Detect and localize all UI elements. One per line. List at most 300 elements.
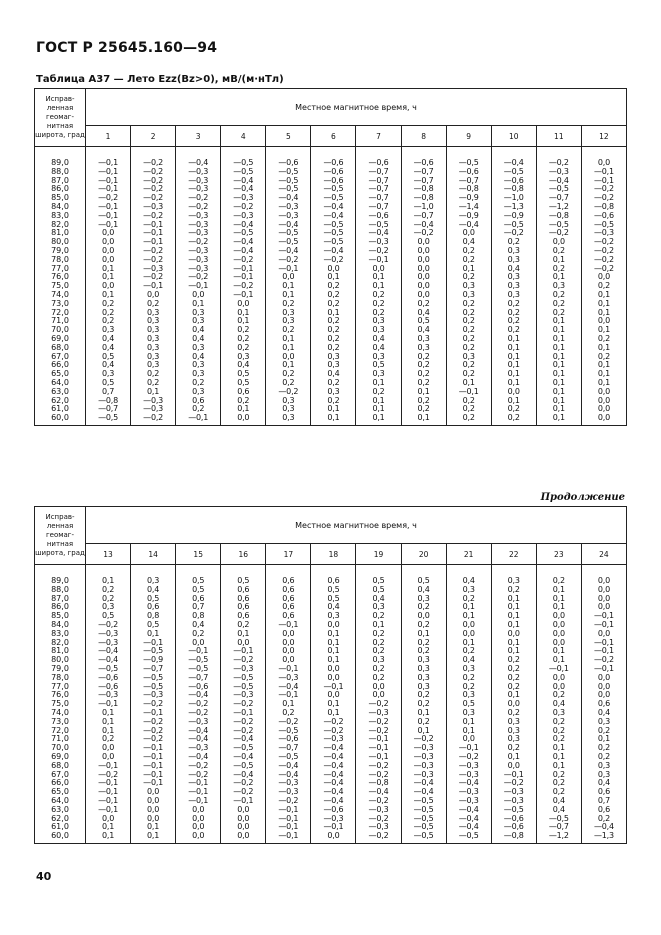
value-cell: 0,0 <box>401 612 446 621</box>
value-cell: —0,2 <box>131 185 176 194</box>
value-cell: —0,3 <box>356 238 401 247</box>
value-cell: —0,5 <box>581 221 626 230</box>
value-cell: —0,7 <box>356 168 401 177</box>
value-cell: —0,8 <box>356 779 401 788</box>
hour-column-header: 21 <box>446 544 491 565</box>
value-cell: 0,3 <box>356 370 401 379</box>
value-cell: —0,4 <box>401 779 446 788</box>
value-cell: —0,5 <box>401 832 446 843</box>
value-cell: —0,2 <box>221 788 266 797</box>
value-cell: 0,1 <box>536 317 581 326</box>
value-cell: —0,1 <box>356 735 401 744</box>
value-cell: —0,1 <box>131 771 176 780</box>
value-cell: 0,1 <box>491 639 536 648</box>
value-cell: —0,1 <box>266 621 311 630</box>
value-cell: —0,8 <box>536 212 581 221</box>
value-cell: 0,4 <box>176 335 221 344</box>
value-cell: 0,2 <box>536 727 581 736</box>
value-cell: —0,3 <box>446 762 491 771</box>
value-cell: —0,4 <box>491 147 536 168</box>
value-cell: —0,2 <box>221 656 266 665</box>
value-cell: 0,0 <box>311 674 356 683</box>
value-cell: —0,3 <box>401 744 446 753</box>
value-cell: 0,2 <box>446 326 491 335</box>
value-cell: —0,2 <box>356 797 401 806</box>
value-cell: 0,1 <box>581 370 626 379</box>
value-cell: 0,3 <box>266 405 311 414</box>
value-cell: 0,1 <box>536 361 581 370</box>
latitude-cell: 79,0 <box>35 247 86 256</box>
value-cell: 0,1 <box>536 647 581 656</box>
value-cell: 0,3 <box>491 282 536 291</box>
value-cell: —0,6 <box>491 815 536 824</box>
value-cell: 0,3 <box>266 397 311 406</box>
value-cell: 0,2 <box>536 265 581 274</box>
value-cell: 0,2 <box>581 335 626 344</box>
value-cell: 0,3 <box>176 317 221 326</box>
value-cell: 0,2 <box>311 335 356 344</box>
value-cell: 0,1 <box>311 639 356 648</box>
value-cell: —0,2 <box>266 797 311 806</box>
value-cell: 0,0 <box>581 273 626 282</box>
value-cell: —0,1 <box>446 388 491 397</box>
value-cell: 0,1 <box>491 397 536 406</box>
value-cell: 0,5 <box>131 595 176 604</box>
value-cell: —0,5 <box>176 665 221 674</box>
value-cell: 0,2 <box>86 300 131 309</box>
value-cell: 0,5 <box>356 361 401 370</box>
value-cell: 0,3 <box>446 665 491 674</box>
value-cell: 0,0 <box>86 815 131 824</box>
value-cell: 0,3 <box>86 370 131 379</box>
value-cell: —0,5 <box>266 727 311 736</box>
value-cell: —0,5 <box>401 797 446 806</box>
value-cell: 0,1 <box>581 291 626 300</box>
value-cell: 0,1 <box>266 335 311 344</box>
value-cell: 0,7 <box>581 797 626 806</box>
value-cell: 0,2 <box>446 335 491 344</box>
value-cell: 0,3 <box>401 344 446 353</box>
value-cell: 0,1 <box>446 727 491 736</box>
value-cell: —0,4 <box>221 221 266 230</box>
value-cell: —0,4 <box>311 753 356 762</box>
value-cell: 0,1 <box>356 414 401 425</box>
value-cell: 0,2 <box>581 282 626 291</box>
value-cell: 0,4 <box>401 326 446 335</box>
value-cell: 0,0 <box>536 683 581 692</box>
value-cell: 0,5 <box>176 565 221 586</box>
value-cell: —0,4 <box>266 762 311 771</box>
hour-column-header: 20 <box>401 544 446 565</box>
value-cell: —0,5 <box>536 815 581 824</box>
value-cell: —0,4 <box>311 212 356 221</box>
value-cell: 0,1 <box>491 344 536 353</box>
value-cell: —0,5 <box>221 229 266 238</box>
value-cell: 0,1 <box>491 753 536 762</box>
value-cell: 0,3 <box>446 709 491 718</box>
value-cell: 0,2 <box>86 595 131 604</box>
value-cell: 0,4 <box>176 621 221 630</box>
value-cell: —0,2 <box>131 256 176 265</box>
value-cell: —0,1 <box>266 832 311 843</box>
value-cell: 0,2 <box>581 727 626 736</box>
value-cell: —0,5 <box>266 168 311 177</box>
value-cell: —0,5 <box>266 753 311 762</box>
value-cell: —0,5 <box>266 229 311 238</box>
value-cell: 0,1 <box>491 595 536 604</box>
value-cell: —0,7 <box>131 665 176 674</box>
value-cell: —0,3 <box>131 203 176 212</box>
value-cell: —0,3 <box>131 265 176 274</box>
value-cell: —0,1 <box>221 709 266 718</box>
value-cell: —0,3 <box>446 771 491 780</box>
value-cell: —0,1 <box>86 788 131 797</box>
value-cell: 0,2 <box>446 256 491 265</box>
value-cell: —0,2 <box>446 753 491 762</box>
value-cell: —0,5 <box>131 674 176 683</box>
value-cell: —0,3 <box>86 639 131 648</box>
value-cell: 0,1 <box>536 335 581 344</box>
value-cell: 0,4 <box>356 344 401 353</box>
value-cell: —0,5 <box>401 806 446 815</box>
latitude-cell: 86,0 <box>35 185 86 194</box>
value-cell: 0,2 <box>446 317 491 326</box>
value-cell: —0,6 <box>491 177 536 186</box>
value-cell: —0,5 <box>176 656 221 665</box>
latitude-cell: 72,0 <box>35 309 86 318</box>
latitude-cell: 71,0 <box>35 317 86 326</box>
value-cell: —0,6 <box>266 147 311 168</box>
value-cell: 0,3 <box>176 388 221 397</box>
latitude-cell: 67,0 <box>35 353 86 362</box>
latitude-cell: 73,0 <box>35 718 86 727</box>
value-cell: 0,0 <box>86 238 131 247</box>
value-cell: —0,1 <box>86 221 131 230</box>
value-cell: 0,6 <box>266 586 311 595</box>
value-cell: 0,2 <box>536 309 581 318</box>
value-cell: —0,1 <box>491 771 536 780</box>
latitude-cell: 81,0 <box>35 229 86 238</box>
latitude-cell: 74,0 <box>35 709 86 718</box>
value-cell: —0,3 <box>536 168 581 177</box>
value-cell: —0,1 <box>356 256 401 265</box>
hour-column-header: 1 <box>86 126 131 147</box>
latitude-cell: 75,0 <box>35 700 86 709</box>
value-cell: —0,7 <box>536 194 581 203</box>
value-cell: 0,2 <box>536 718 581 727</box>
value-cell: 0,3 <box>536 282 581 291</box>
value-cell: —0,2 <box>131 168 176 177</box>
value-cell: —0,8 <box>401 194 446 203</box>
value-cell: 0,1 <box>356 282 401 291</box>
value-cell: 0,2 <box>266 709 311 718</box>
value-cell: —0,7 <box>356 203 401 212</box>
value-cell: —1,3 <box>491 203 536 212</box>
value-cell: —0,3 <box>446 788 491 797</box>
value-cell: —0,1 <box>86 185 131 194</box>
value-cell: 0,1 <box>266 344 311 353</box>
latitude-cell: 61,0 <box>35 405 86 414</box>
value-cell: —0,3 <box>131 397 176 406</box>
value-cell: 0,0 <box>536 621 581 630</box>
value-cell: —0,3 <box>176 221 221 230</box>
value-cell: —0,1 <box>581 168 626 177</box>
value-cell: 0,1 <box>221 630 266 639</box>
latitude-cell: 75,0 <box>35 282 86 291</box>
value-cell: 0,2 <box>401 300 446 309</box>
value-cell: 0,6 <box>221 586 266 595</box>
value-cell: 0,0 <box>446 630 491 639</box>
hour-column-header: 19 <box>356 544 401 565</box>
value-cell: —0,4 <box>266 221 311 230</box>
value-cell: 0,2 <box>356 300 401 309</box>
value-cell: 0,3 <box>311 353 356 362</box>
value-cell: 0,1 <box>311 630 356 639</box>
value-cell: 0,0 <box>581 405 626 414</box>
value-cell: —0,1 <box>311 683 356 692</box>
value-cell: 0,1 <box>86 291 131 300</box>
value-cell: 0,4 <box>446 656 491 665</box>
value-cell: —0,5 <box>491 221 536 230</box>
value-cell: 0,0 <box>86 256 131 265</box>
value-cell: 0,2 <box>356 639 401 648</box>
value-cell: 0,0 <box>446 229 491 238</box>
value-cell: 0,0 <box>176 639 221 648</box>
value-cell: 0,0 <box>266 630 311 639</box>
value-cell: 0,0 <box>266 656 311 665</box>
value-cell: —0,2 <box>401 735 446 744</box>
value-cell: 0,2 <box>311 291 356 300</box>
value-cell: —0,2 <box>266 256 311 265</box>
value-cell: —0,1 <box>176 797 221 806</box>
value-cell: 0,1 <box>536 595 581 604</box>
value-cell: —0,1 <box>266 823 311 832</box>
value-cell: 0,3 <box>446 691 491 700</box>
value-cell: 0,1 <box>86 565 131 586</box>
value-cell: 0,0 <box>266 647 311 656</box>
value-cell: —0,6 <box>176 683 221 692</box>
value-cell: 0,2 <box>536 735 581 744</box>
value-cell: 0,2 <box>401 397 446 406</box>
value-cell: 0,6 <box>176 397 221 406</box>
value-cell: —0,3 <box>356 709 401 718</box>
value-cell: 0,0 <box>401 265 446 274</box>
value-cell: 0,2 <box>491 238 536 247</box>
value-cell: —0,5 <box>356 221 401 230</box>
value-cell: —0,1 <box>266 665 311 674</box>
document-header: ГОСТ Р 25645.160—94 <box>36 40 218 56</box>
value-cell: —0,4 <box>221 185 266 194</box>
value-cell: —0,2 <box>266 388 311 397</box>
value-cell: —0,2 <box>131 735 176 744</box>
value-cell: —0,3 <box>131 691 176 700</box>
value-cell: 0,2 <box>536 691 581 700</box>
value-cell: —0,1 <box>581 621 626 630</box>
value-cell: —0,3 <box>266 203 311 212</box>
value-cell: —0,3 <box>176 185 221 194</box>
value-cell: 0,1 <box>491 335 536 344</box>
value-cell: 0,2 <box>536 300 581 309</box>
value-cell: 0,2 <box>176 379 221 388</box>
value-cell: —0,1 <box>221 291 266 300</box>
value-cell: 0,1 <box>581 361 626 370</box>
continuation-label: Продолжение <box>540 492 625 503</box>
value-cell: 0,3 <box>221 353 266 362</box>
value-cell: 0,2 <box>581 353 626 362</box>
value-cell: —0,2 <box>176 700 221 709</box>
value-cell: 0,1 <box>581 379 626 388</box>
value-cell: 0,1 <box>401 388 446 397</box>
value-cell: —0,5 <box>221 744 266 753</box>
value-cell: 0,0 <box>356 683 401 692</box>
value-cell: —0,5 <box>446 832 491 843</box>
value-cell: 0,0 <box>221 639 266 648</box>
value-cell: 0,1 <box>131 388 176 397</box>
value-cell: 0,3 <box>401 683 446 692</box>
value-cell: 0,1 <box>401 630 446 639</box>
value-cell: 0,1 <box>446 612 491 621</box>
value-cell: 0,0 <box>536 630 581 639</box>
value-cell: —0,1 <box>176 414 221 425</box>
value-cell: 0,6 <box>581 788 626 797</box>
value-cell: 0,3 <box>401 656 446 665</box>
value-cell: —0,8 <box>491 185 536 194</box>
hour-column-header: 10 <box>491 126 536 147</box>
value-cell: —0,5 <box>311 221 356 230</box>
value-cell: 0,2 <box>401 621 446 630</box>
value-cell: —0,2 <box>221 203 266 212</box>
value-cell: 0,1 <box>536 379 581 388</box>
value-cell: 0,3 <box>176 344 221 353</box>
value-cell: 0,2 <box>446 273 491 282</box>
value-cell: 0,2 <box>401 353 446 362</box>
value-cell: —0,1 <box>86 797 131 806</box>
value-cell: 0,0 <box>131 788 176 797</box>
value-cell: 0,1 <box>446 718 491 727</box>
latitude-cell: 69,0 <box>35 335 86 344</box>
value-cell: —0,8 <box>491 832 536 843</box>
value-cell: 0,3 <box>491 273 536 282</box>
value-cell: —1,0 <box>401 203 446 212</box>
value-cell: 0,2 <box>491 414 536 425</box>
value-cell: —0,5 <box>311 185 356 194</box>
value-cell: —0,2 <box>221 282 266 291</box>
value-cell: —0,4 <box>446 823 491 832</box>
value-cell: —0,1 <box>176 647 221 656</box>
value-cell: 0,0 <box>581 674 626 683</box>
value-cell: —0,4 <box>266 683 311 692</box>
latitude-cell: 67,0 <box>35 771 86 780</box>
value-cell: 0,2 <box>446 674 491 683</box>
value-cell: 0,3 <box>581 762 626 771</box>
value-cell: 0,0 <box>266 273 311 282</box>
value-cell: 0,2 <box>356 291 401 300</box>
value-cell: 0,1 <box>581 735 626 744</box>
value-cell: 0,3 <box>266 414 311 425</box>
value-cell: 0,2 <box>491 744 536 753</box>
value-cell: —0,1 <box>581 647 626 656</box>
value-cell: 0,0 <box>311 691 356 700</box>
value-cell: —0,1 <box>176 779 221 788</box>
value-cell: —0,3 <box>401 771 446 780</box>
value-cell: —0,7 <box>401 168 446 177</box>
value-cell: 0,2 <box>356 647 401 656</box>
hour-column-header: 4 <box>221 126 266 147</box>
value-cell: 0,2 <box>536 565 581 586</box>
value-cell: 0,4 <box>176 326 221 335</box>
latitude-header: Исправ-ленная геомаг-нитная широта, град <box>35 507 86 565</box>
value-cell: —0,3 <box>446 797 491 806</box>
value-cell: —0,2 <box>131 247 176 256</box>
value-cell: 0,2 <box>311 344 356 353</box>
value-cell: 0,4 <box>86 344 131 353</box>
value-cell: 0,2 <box>491 674 536 683</box>
value-cell: 0,0 <box>266 639 311 648</box>
value-cell: —0,8 <box>581 203 626 212</box>
value-cell: 0,2 <box>536 779 581 788</box>
value-cell: 0,4 <box>356 595 401 604</box>
value-cell: 0,1 <box>221 405 266 414</box>
value-cell: 0,1 <box>311 405 356 414</box>
value-cell: —0,1 <box>221 265 266 274</box>
value-cell: —0,2 <box>581 656 626 665</box>
latitude-cell: 69,0 <box>35 753 86 762</box>
value-cell: —0,2 <box>356 718 401 727</box>
hour-column-header: 23 <box>536 544 581 565</box>
value-cell: 0,4 <box>311 370 356 379</box>
value-cell: —0,4 <box>311 203 356 212</box>
value-cell: —0,1 <box>131 282 176 291</box>
value-cell: —0,4 <box>176 691 221 700</box>
value-cell: —0,2 <box>221 256 266 265</box>
value-cell: —0,3 <box>401 762 446 771</box>
value-cell: 0,2 <box>581 815 626 824</box>
value-cell: —0,6 <box>581 212 626 221</box>
value-cell: 0,2 <box>446 247 491 256</box>
value-cell: —0,5 <box>266 177 311 186</box>
value-cell: 0,0 <box>311 665 356 674</box>
value-cell: —0,9 <box>491 212 536 221</box>
value-cell: 0,2 <box>356 388 401 397</box>
value-cell: —0,7 <box>356 194 401 203</box>
latitude-cell: 80,0 <box>35 238 86 247</box>
value-cell: —0,7 <box>266 744 311 753</box>
value-cell: —0,6 <box>86 683 131 692</box>
value-cell: 0,1 <box>581 300 626 309</box>
value-cell: 0,1 <box>446 379 491 388</box>
value-cell: 0,3 <box>491 727 536 736</box>
value-cell: —0,9 <box>131 656 176 665</box>
value-cell: —0,4 <box>311 744 356 753</box>
value-cell: 0,2 <box>86 735 131 744</box>
value-cell: 0,2 <box>401 691 446 700</box>
value-cell: 0,0 <box>86 229 131 238</box>
value-cell: 0,3 <box>401 665 446 674</box>
value-cell: —0,1 <box>86 212 131 221</box>
hour-column-header: 5 <box>266 126 311 147</box>
value-cell: 0,8 <box>131 612 176 621</box>
value-cell: 0,1 <box>221 309 266 318</box>
value-cell: —0,4 <box>221 771 266 780</box>
value-cell: —0,4 <box>356 788 401 797</box>
value-cell: 0,0 <box>131 806 176 815</box>
value-cell: 0,2 <box>446 309 491 318</box>
value-cell: 0,1 <box>266 361 311 370</box>
latitude-cell: 77,0 <box>35 265 86 274</box>
value-cell: 0,2 <box>86 317 131 326</box>
table-body <box>35 565 627 844</box>
value-cell: —0,1 <box>131 238 176 247</box>
